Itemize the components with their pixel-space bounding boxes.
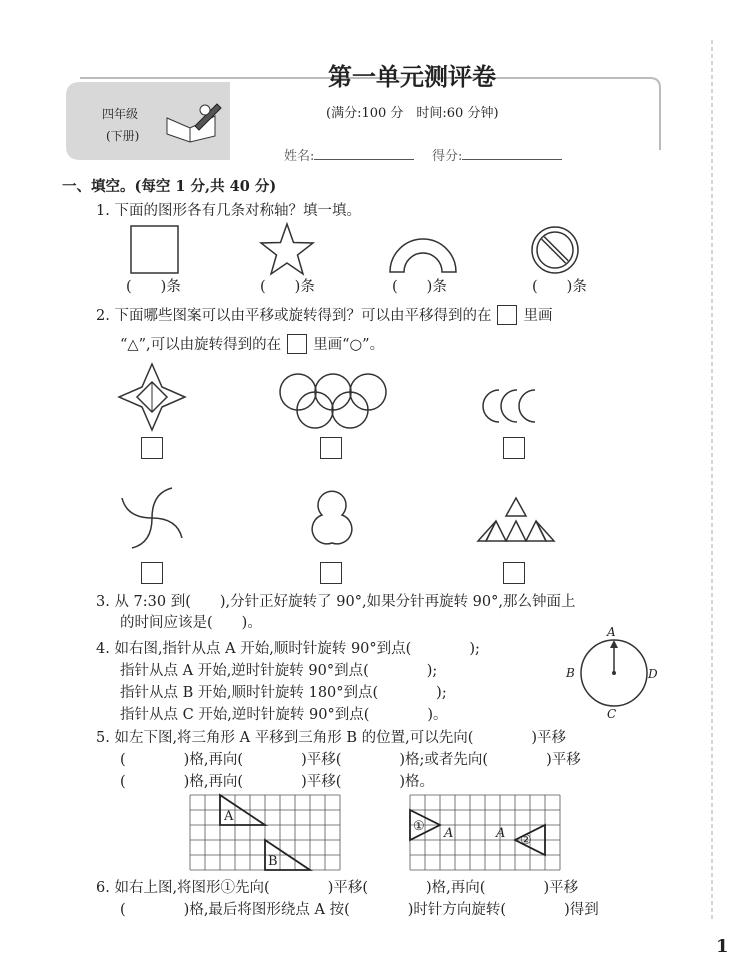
arch-shape xyxy=(388,234,458,274)
section-title: 一、填空。(每空 1 分,共 40 分) xyxy=(62,178,277,195)
crescents-pattern xyxy=(485,388,545,428)
clock-label-a: A xyxy=(607,625,616,639)
q2-answer-box-1[interactable] xyxy=(141,437,163,459)
no-sign-shape xyxy=(530,225,580,275)
q2-line1: 2. 下面哪些图案可以由平移或旋转得到？可以由平移得到的在 里画 xyxy=(96,305,552,325)
four-point-star-pattern xyxy=(117,362,187,432)
grid1-label-b: B xyxy=(268,854,278,869)
q1-text: 1. 下面的图形各有几条对称轴？填一填。 xyxy=(96,203,361,219)
triangles-pattern xyxy=(476,496,556,546)
q4-line1: 4. 如右图,指针从点 A 开始,顺时针旋转 90°到点( ); xyxy=(96,641,480,657)
q2-line2: “△”,可以由旋转得到的在 里画“○”。 xyxy=(120,334,384,354)
clock-label-b: B xyxy=(566,666,575,680)
clock-label-c: C xyxy=(607,707,617,721)
score-label: 得分: xyxy=(432,149,463,164)
grid2-label-a2: A xyxy=(496,826,506,841)
name-label: 姓名: xyxy=(284,149,315,164)
square-shape xyxy=(130,225,180,275)
q5-line1: 5. 如左下图,将三角形 A 平移到三角形 B 的位置,可以先向( )平移 xyxy=(96,730,567,746)
grid1-label-a: A xyxy=(224,809,234,824)
grid2-label-two: ② xyxy=(520,833,532,848)
grid2-label-a1: A xyxy=(444,826,454,841)
q1-blank-1[interactable]: ( )条 xyxy=(126,279,181,295)
q3-line1: 3. 从 7:30 到( ),分针正好旋转了 90°,如果分针再旋转 90°,那么钟面上 xyxy=(96,594,576,610)
q5-line2: ( )格,再向( )平移( )格;或者先向( )平移 xyxy=(120,752,581,768)
q1-blank-4[interactable]: ( )条 xyxy=(532,279,587,295)
pinwheel-pattern xyxy=(117,483,187,553)
q2-answer-box-3[interactable] xyxy=(503,437,525,459)
q2-answer-box-4[interactable] xyxy=(141,562,163,584)
page-subtitle: (满分:100 分 时间:60 分钟) xyxy=(326,106,499,121)
grid2-label-one: ① xyxy=(413,819,425,834)
q4-line2: 指针从点 A 开始,逆时针旋转 90°到点( ); xyxy=(120,663,438,679)
clock-diagram xyxy=(574,633,654,713)
name-field[interactable] xyxy=(284,145,414,166)
q3-line2: 的时间应该是( )。 xyxy=(120,615,262,631)
q1-blank-2[interactable]: ( )条 xyxy=(260,279,315,295)
star-shape xyxy=(257,222,317,277)
q2-answer-box-2[interactable] xyxy=(320,437,342,459)
volume-label: (下册) xyxy=(106,129,140,143)
q6-line2: ( )格,最后将图形绕点 A 按( )时针方向旋转( )得到 xyxy=(120,902,599,918)
grade-label: 四年级 xyxy=(102,107,139,121)
inline-box-icon xyxy=(497,305,517,325)
q1-blank-3[interactable]: ( )条 xyxy=(392,279,447,295)
q6-line1: 6. 如右上图,将图形①先向( )平移( )格,再向( )平移 xyxy=(96,880,579,896)
inline-box-icon xyxy=(287,334,307,354)
book-pen-icon xyxy=(165,98,225,143)
q2-answer-box-5[interactable] xyxy=(320,562,342,584)
q2-answer-box-6[interactable] xyxy=(503,562,525,584)
rotation-grid-2 xyxy=(410,795,560,875)
page-title: 第一单元测评卷 xyxy=(328,62,496,91)
trefoil-pattern xyxy=(297,488,367,548)
translation-grid-1 xyxy=(190,795,340,875)
q5-line3: ( )格,再向( )平移( )格。 xyxy=(120,774,435,790)
clock-label-d: D xyxy=(648,667,658,681)
q4-line3: 指针从点 B 开始,顺时针旋转 180°到点( ); xyxy=(120,685,447,701)
rings-pattern xyxy=(278,372,388,432)
page-number: 1 xyxy=(716,936,729,957)
q4-line4: 指针从点 C 开始,逆时针旋转 90°到点( )。 xyxy=(120,707,448,723)
score-field[interactable] xyxy=(432,145,562,166)
